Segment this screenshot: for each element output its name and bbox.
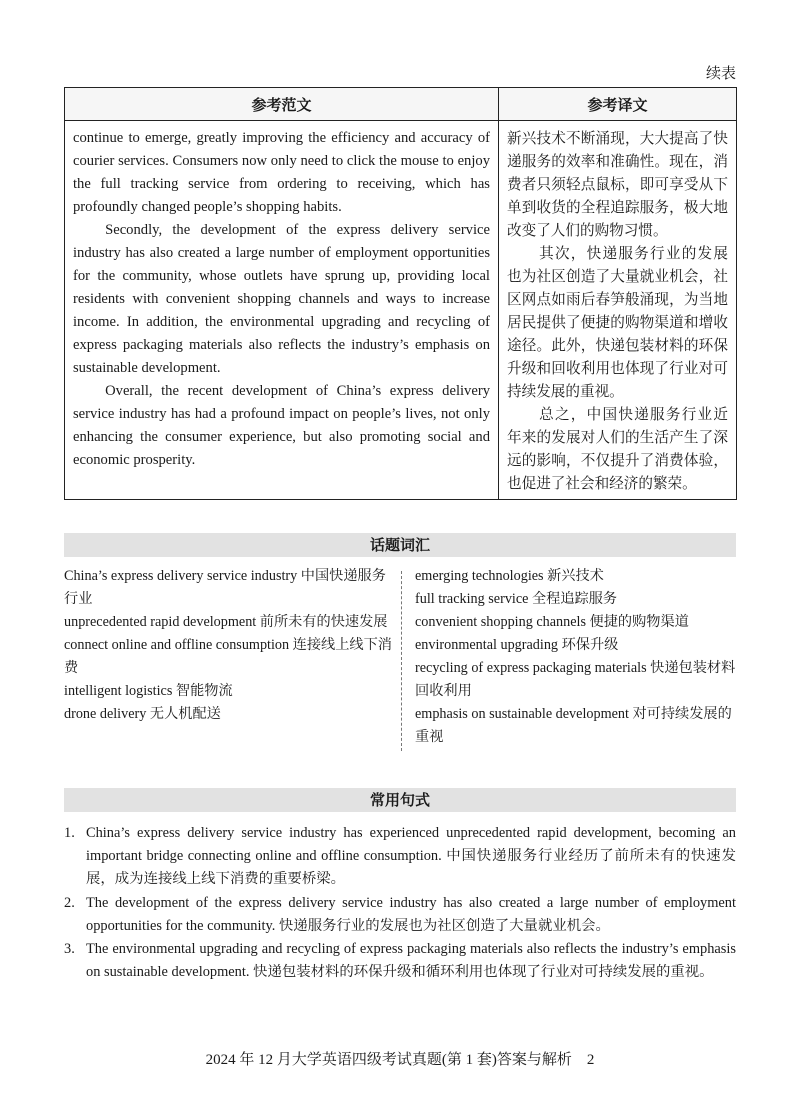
vocab-item: connect online and offline consumption 连接线上线下消费: [64, 637, 392, 676]
translation-paragraph: 新兴技术不断涌现，大大提高了快递服务的效率和准确性。现在，消费者只须轻点鼠标，即可享受从下单到收货的全程追踪服务，极大地改变了人们的购物习惯。: [507, 130, 728, 239]
sentence-text: The development of the express delivery service industry has also created a large number of employment opportunities for the community. 快递服务行业的发展也为社区创造了大量就业机会。: [86, 894, 736, 934]
page-footer: 2024 年 12 月大学英语四级考试真题(第 1 套)答案与解析 2: [205, 1052, 595, 1068]
sentence-list: [64, 822, 736, 984]
header-reference-translation: 参考译文: [499, 88, 737, 121]
model-essay-table: [64, 87, 737, 500]
vocab-item: unprecedented rapid development 前所未有的快速发展: [64, 614, 388, 630]
essay-paragraph: Secondly, the development of the express delivery service industry has also created a large number of employment opportunities for the community, whose outlets have sprung up, providing local residents with convenient shopping channels and ways to increase income. In addition, the environmental upgrading and recycling of express packaging materials also reflects the industry’s emphasis on sustainable development.: [73, 222, 490, 376]
vocab-item: China’s express delivery service industry 中国快递服务行业: [64, 568, 386, 607]
sentence-text: China’s express delivery service industry has experienced unprecedented rapid development, becoming an important bridge connecting online and offline consumption. 中国快递服务行业经历了前所未有的快速发展，成为连接线上线下消费的重要桥梁。: [86, 825, 736, 888]
sentence-item: [64, 822, 736, 892]
vocab-item: emphasis on sustainable development 对可持续发展的重视: [415, 706, 732, 745]
sentence-number: 1.: [64, 825, 75, 841]
vocab-item: emerging technologies 新兴技术: [415, 568, 604, 584]
vocab-item: convenient shopping channels 便捷的购物渠道: [415, 614, 689, 630]
vocab-item: drone delivery 无人机配送: [64, 706, 221, 722]
vocab-list: [64, 565, 736, 755]
continued-label: 续表: [705, 66, 736, 82]
vocab-item: full tracking service 全程追踪服务: [415, 591, 618, 607]
translation-paragraph: 其次，快递服务行业的发展也为社区创造了大量就业机会，社区网点如雨后春笋般涌现，为当地居民提供了便捷的购物渠道和增收途径。此外，快递包装材料的环保升级和回收利用也体现了行业对可持续发展的重视。: [507, 245, 728, 400]
essay-paragraph: continue to emerge, greatly improving the efficiency and accuracy of courier services. Consumers now only need to click the mouse to enjoy the full tracking service from ordering to receiving, which has profoundly changed people’s shopping habits.: [73, 130, 490, 215]
sentence-item: [64, 938, 736, 984]
vocab-item: intelligent logistics 智能物流: [64, 683, 233, 699]
translation-paragraph: 总之，中国快递服务行业近年来的发展对人们的生活产生了深远的影响，不仅提升了消费体验，也促进了社会和经济的繁荣。: [507, 406, 728, 492]
vocab-item: recycling of express packaging materials 快递包装材料回收利用: [415, 660, 736, 699]
sentence-item: [64, 892, 736, 938]
sentence-number: 3.: [64, 941, 75, 958]
sentence-text: The environmental upgrading and recycling of express packaging materials also reflects the industry’s emphasis on sustainable development. 快递包装材料的环保升级和循环利用也体现了行业对可持续发展的重视。: [86, 941, 736, 981]
column-divider: [401, 571, 402, 751]
sentence-number: 2.: [64, 894, 75, 911]
essay-paragraph: Overall, the recent development of China’s express delivery service industry has had a profound impact on people’s lives, not only enhancing the consumer experience, but also promoting social and economic prosperity.: [73, 383, 490, 468]
vocab-column-left: [64, 565, 394, 726]
vocab-column-right: [415, 565, 736, 749]
chinese-translation-cell: [499, 121, 737, 500]
header-reference-essay: 参考范文: [65, 88, 499, 121]
vocab-item: environmental upgrading 环保升级: [415, 637, 619, 653]
sentence-section-title: 常用句式: [64, 788, 736, 812]
english-essay-cell: [65, 121, 499, 500]
vocab-section-title: 话题词汇: [64, 533, 736, 557]
